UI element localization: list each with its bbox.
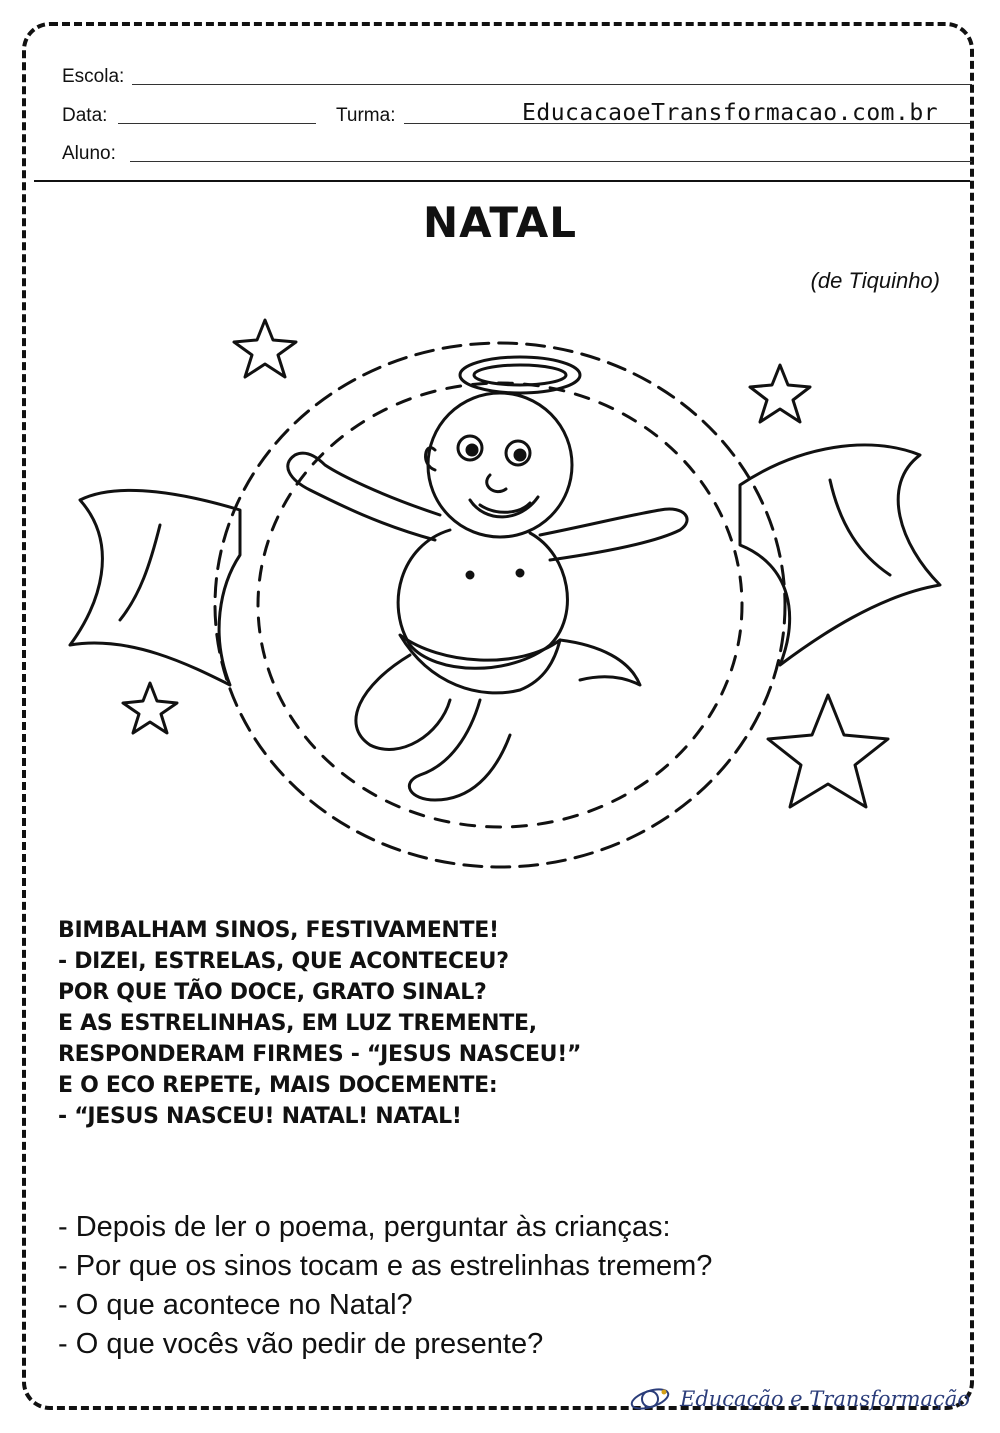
- poem-line: E O ECO REPETE, MAIS DOCEMENTE:: [58, 1073, 498, 1098]
- question-line: - Depois de ler o poema, perguntar às crianças:: [58, 1211, 671, 1243]
- baby-angel-illustration: [40, 305, 960, 875]
- class-label: Turma:: [336, 105, 396, 126]
- baby-diaper: [400, 635, 560, 693]
- poem-line: POR QUE TÃO DOCE, GRATO SINAL?: [58, 980, 487, 1005]
- star-icon: [123, 683, 177, 733]
- banner-right: [740, 445, 940, 665]
- website-watermark: EducacaoeTransformacao.com.br: [522, 100, 939, 126]
- discussion-questions: [58, 1208, 712, 1364]
- baby-arm-left: [288, 453, 440, 540]
- baby-leg-right: [409, 700, 510, 800]
- star-icon: [750, 365, 810, 422]
- poem-line: E AS ESTRELINHAS, EM LUZ TREMENTE,: [58, 1011, 537, 1036]
- question-line: - O que vocês vão pedir de presente?: [58, 1328, 544, 1360]
- page-title: NATAL: [422, 198, 578, 247]
- poem-author: (de Tiquinho): [810, 268, 940, 293]
- baby-leg-left: [356, 655, 450, 749]
- star-icon: [768, 695, 888, 807]
- star-icon: [234, 320, 296, 377]
- date-field[interactable]: [118, 123, 316, 124]
- footer-logo: [628, 1383, 970, 1415]
- glow-ring-outer: [215, 343, 785, 867]
- halo-icon: [460, 357, 580, 393]
- poem-line: BIMBALHAM SINOS, FESTIVAMENTE!: [58, 918, 499, 943]
- question-line: - Por que os sinos tocam e as estrelinhas tremem?: [58, 1250, 713, 1282]
- glow-ring-inner: [258, 383, 742, 827]
- school-field[interactable]: [132, 84, 972, 85]
- planet-orbit-icon: [628, 1383, 672, 1415]
- poem-text: [58, 915, 581, 1132]
- baby-arm-right: [540, 509, 687, 560]
- poem-line: RESPONDERAM FIRMES - “JESUS NASCEU!”: [58, 1042, 582, 1067]
- poem-line: - DIZEI, ESTRELAS, QUE ACONTECEU?: [58, 949, 509, 974]
- header-separator: [34, 180, 970, 182]
- student-field[interactable]: [130, 161, 972, 162]
- school-label: Escola:: [62, 66, 125, 87]
- date-label: Data:: [62, 105, 108, 126]
- student-label: Aluno:: [62, 143, 116, 164]
- question-line: - O que acontece no Natal?: [58, 1289, 413, 1321]
- logo-text: Educação e Transformação: [680, 1387, 970, 1411]
- poem-line: - “JESUS NASCEU! NATAL! NATAL!: [58, 1104, 462, 1129]
